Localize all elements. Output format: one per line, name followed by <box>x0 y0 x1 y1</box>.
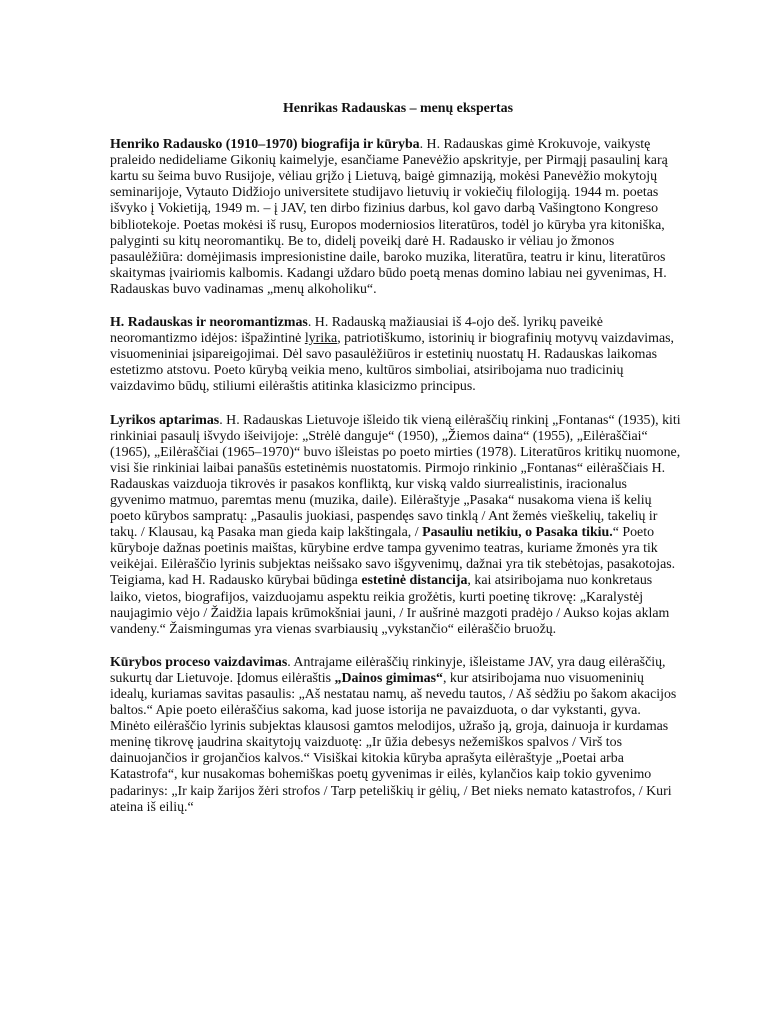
section-heading: H. Radauskas ir neoromantizmas <box>110 315 308 331</box>
emphasis-poem-title: „Dainos gimimas“ <box>334 670 443 686</box>
section-heading: Henriko Radausko (1910–1970) biografija ir kūryba <box>110 137 420 153</box>
section-creative-process <box>110 655 684 816</box>
document-title: Henrikas Radauskas – menų ekspertas <box>282 101 513 116</box>
emphasis-quote: Pasauliu netikiu, o Pasaka tikiu. <box>422 525 613 541</box>
section-body: . Antrajame eilėraščių rinkinyje, išleistame JAV, yra daug eilėraščių, sukurtų dar Lietuvoje. Įdomus eilėraštis <box>110 654 666 686</box>
section-body: “ Poeto kūryboje dažnas poetinis maištas, kūrybine erdve tampa gyvenimo teatras, kuriame žmonės yra tik veikėjai. Eilėraščio lyrinis subjektas neišsako savo išgyvenimų, dažnai yra tik stebėtojas, pasakotojas. Teigiama, kad H. Radausko kūrybai būdinga <box>110 525 676 589</box>
section-body: . H. Radauską mažiausiai iš 4-ojo deš. lyrikų paveikė neoromantizmo idėjos: išpažintinė <box>110 315 603 347</box>
section-body: , kai atsiribojama nuo konkretaus laiko, vietos, biografijos, vaizduojamu aspektu reikia grožėtis, kurti poetinę tikrovę: „Karalystėj naujagimio vėjo / Žaidžia lapais krūmokšniai jauni, / Ir aušrinė mazgoti pradėjo / Aukso kojas aklam vandeny.“ Žaismingumas yra vienas svarbiausių „vykstančio“ eilėraščio bruožų. <box>110 573 670 637</box>
section-biography <box>110 137 684 298</box>
section-lyric-discussion <box>110 413 684 638</box>
section-neoromanticism <box>110 315 684 395</box>
lyrika-link[interactable]: lyrika <box>304 331 338 347</box>
section-body: . H. Radauskas gimė Krokuvoje, vaikystę praleido nedideliame Gikonių kaimelyje, esančiame Panevėžio apskrityje, per Pirmąjį pasaulinį karą kartu su šeima buvo Rusijoje, vėliau grįžo į Lietuvą, baigė gimnaziją, mokėsi Panevėžio mokytojų seminarijoje, Vytauto Didžiojo universitete studijavo lietuvių ir vokiečių filologiją. 1944 m. poetas išvyko į Vokietiją, 1949 m. – į JAV, ten dirbo fizinius darbus, kol gavo darbą Vašingtono Kongreso bibliotekoje. Poetas mokėsi iš rusų, Europos moderniosios literatūros, todėl jo kūryba yra kitoniška, palyginti su kitų neoromantikų. Be to, didelį poveikį darė H. Radausko ir vėliau jo žmonos pasaulėžiūra: domėjimasis impresionistine daile, baroko muzika, literatūra, teatru ir kinu, literatūros skaitymas įvairiomis kalbomis. Kadangi uždaro būdo poetą menas domino labiau nei gyvenimas, H. Radauskas buvo vadinamas „menų alkoholiku“. <box>110 137 668 297</box>
section-heading: Kūrybos proceso vaizdavimas <box>110 654 288 670</box>
section-body: , kur atsiribojama nuo visuomeninių idealų, kuriamas savitas pasaulis: „Aš nestatau namų, aš nevedu tautos, / Aš sėdžiu po šakom akacijos baltos.“ Apie poeto eilėraščius sakoma, kad juose istorija ne pavaizduota, o dar vykstanti, gyva. Minėto eilėraščio lyrinis subjektas klausosi gamtos melodijos, užrašo ją, groja, dainuoja ir kurdamas meninę tikrovę įaudrina skaitytojų vaizduotę: „Ir ūžia debesys nežemiškos spalvos / Virš tos dainuojančios ir grojančios kalvos.“ Visiškai kitokia kūryba aprašyta eilėraštyje „Poetai arba Katastrofa“, kur nusakomas bohemiškas poetų gyvenimas ir eilės, kylančios kaip tokio gyvenimo padarinys: „Ir kaip žarijos žėri strofos / Tarp peteliškių ir gėlių, / Bet nieks nemato katastrofos, / Kuri ateina iš eilių.“ <box>110 670 677 815</box>
section-body: , patriotiškumo, istorinių ir biografinių motyvų vaizdavimas, visuomeniniai įsipareigojimai. Dėl savo pasaulėžiūros ir estetinių nuostatų H. Radauskas laikomas estetizmo atstovu. Poeto kūrybą veikia meno, kultūros simboliai, atsiribojama nuo tradicinių vaizdavimo būdų, stiliumi eilėraštis atitinka klasicizmo principus. <box>110 331 675 395</box>
emphasis-term: estetinė distancija <box>361 573 468 589</box>
section-body: . H. Radauskas Lietuvoje išleido tik vieną eilėraščių rinkinį „Fontanas“ (1935), kiti rinkiniai pasaulį išvydo išeivijoje: „Strėlė danguje“ (1950), „Žiemos daina“ (1955), „Eilėraščiai“ (1965), „Eilėraščiai (1965–1970)“ buvo išleistas po poeto mirties (1978). Literatūros kritikų nuomone, visi šie rinkiniai laibai panašūs estetinėmis nuostatomis. Pirmojo rinkinio „Fontanas“ eilėraščiais H. Radauskas vaizduoja tikrovės ir pasakos konfliktą, kur viską valdo siurrealistinis, iracionalus gyvenimo matmuo, paremtas menu (muzika, daile). Eilėraštyje „Pasaka“ nusakoma viena iš kelių poeto kūrybos sampratų: „Pasaulis juokiasi, paspendęs savo tinklą / Ant žemės vieškelių, takelių ir takų. / Klausau, ką Pasaka man gieda kaip lakštingala, / <box>110 412 681 541</box>
section-heading: Lyrikos aptarimas <box>110 412 220 428</box>
